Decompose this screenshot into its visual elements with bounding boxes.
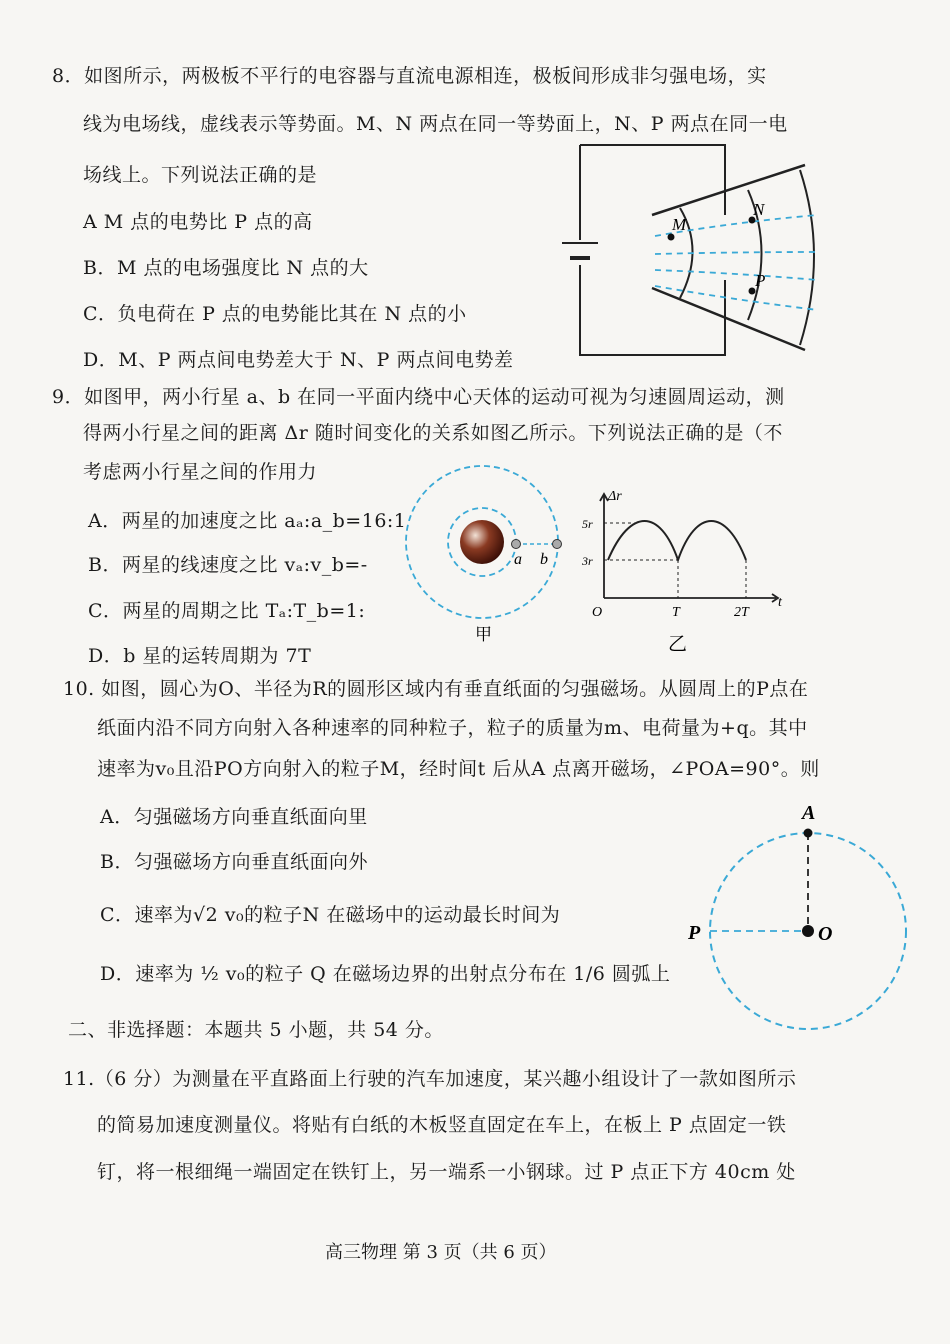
q10-stem-line-2: 纸面内沿不同方向射入各种速率的同种粒子，粒子的质量为m、电荷量为+q。其中 bbox=[97, 717, 808, 739]
q9-option-c: C．两星的周期之比 Tₐ:T_b=1: bbox=[88, 600, 366, 622]
q10-option-d: D．速率为 ½ v₀的粒子 Q 在磁场边界的出射点分布在 1/6 圆弧上 bbox=[100, 963, 671, 985]
q8-stem-line-2: 线为电场线，虚线表示等势面。M、N 两点在同一等势面上，N、P 两点在同一电 bbox=[83, 113, 788, 135]
circuit-wires bbox=[580, 145, 725, 355]
q8-stem-line-3: 场线上。下列说法正确的是 bbox=[83, 164, 318, 186]
label-p: P bbox=[755, 271, 766, 290]
axes bbox=[600, 494, 778, 602]
capacitor-plates bbox=[652, 165, 805, 350]
label-o: O bbox=[818, 923, 833, 945]
q10-stem-line-1: 10. 如图，圆心为O、半径为R的圆形区域内有垂直纸面的匀强磁场。从圆周上的P点在 bbox=[63, 678, 809, 700]
q8-option-d: D．M、P 两点间电势差大于 N、P 两点间电势差 bbox=[83, 349, 514, 371]
label-a: a bbox=[514, 551, 522, 568]
q10-option-b: B．匀强磁场方向垂直纸面向外 bbox=[100, 851, 368, 873]
label-a: A bbox=[802, 802, 816, 824]
q8-stem-line-1: 8．如图所示，两极板不平行的电容器与直流电源相连，极板间形成非匀强电场，实 bbox=[52, 65, 767, 87]
caption-jia: 甲 bbox=[475, 625, 492, 645]
caption-yi: 乙 bbox=[668, 633, 688, 655]
tick-3r: 3r bbox=[582, 554, 593, 568]
q9-figure-yi bbox=[580, 488, 790, 658]
q8-option-a: A M 点的电势比 P 点的高 bbox=[83, 211, 313, 233]
q9-option-a: A．两星的加速度之比 aₐ:a_b=16:1 bbox=[88, 510, 407, 532]
q10-option-c: C．速率为√2 v₀的粒子N 在磁场中的运动最长时间为 bbox=[100, 904, 561, 926]
q10-stem-line-3: 速率为v₀且沿PO方向射入的粒子M，经时间t 后从A 点离开磁场，∠POA=90°。则 bbox=[97, 758, 820, 780]
tick-2t: 2T bbox=[734, 605, 749, 620]
tick-t: T bbox=[672, 605, 680, 620]
tick-5r: 5r bbox=[582, 517, 593, 531]
central-body-icon bbox=[460, 520, 504, 564]
q10-option-a: A．匀强磁场方向垂直纸面向里 bbox=[100, 806, 368, 828]
q8-figure bbox=[560, 140, 830, 365]
origin-label: O bbox=[592, 605, 603, 620]
point-o bbox=[802, 925, 814, 937]
label-p: P bbox=[688, 922, 701, 944]
label-m: M bbox=[672, 215, 687, 234]
label-n: N bbox=[753, 200, 765, 219]
x-axis-label: t bbox=[778, 595, 782, 610]
point-a bbox=[804, 829, 813, 838]
q9-option-b: B．两星的线速度之比 vₐ:v_b=- bbox=[88, 554, 368, 576]
q9-figure-jia bbox=[400, 458, 580, 648]
q10-figure bbox=[680, 795, 920, 1025]
q9-stem-line-3: 考虑两小行星之间的作用力 bbox=[83, 461, 318, 483]
point-m bbox=[668, 234, 675, 241]
y-axis-label: Δr bbox=[608, 489, 622, 504]
q11-line-1: 11.（6 分）为测量在平直路面上行驶的汽车加速度，某兴趣小组设计了一款如图所示 bbox=[63, 1068, 797, 1090]
q9-stem-line-2: 得两小行星之间的距离 Δr 随时间变化的关系如图乙所示。下列说法正确的是（不 bbox=[83, 422, 783, 444]
delta-r-curve bbox=[608, 521, 746, 560]
planet-a-icon bbox=[512, 540, 521, 549]
q8-option-b: B．M 点的电场强度比 N 点的大 bbox=[83, 257, 369, 279]
section2-heading: 二、非选择题：本题共 5 小题，共 54 分。 bbox=[68, 1019, 444, 1041]
q8-option-c: C．负电荷在 P 点的电势能比其在 N 点的小 bbox=[83, 303, 467, 325]
label-b: b bbox=[540, 551, 548, 568]
page-footer: 高三物理 第 3 页（共 6 页） bbox=[325, 1242, 557, 1263]
q9-option-d: D．b 星的运转周期为 7T bbox=[88, 645, 312, 667]
planet-b-icon bbox=[553, 540, 562, 549]
q11-line-3: 钉，将一根细绳一端固定在铁钉上，另一端系一小钢球。过 P 点正下方 40cm 处 bbox=[97, 1161, 796, 1183]
battery-icon bbox=[562, 243, 598, 258]
guide-lines bbox=[604, 523, 746, 598]
equipotential-arcs bbox=[680, 170, 814, 345]
q11-line-2: 的简易加速度测量仪。将贴有白纸的木板竖直固定在车上，在板上 P 点固定一铁 bbox=[97, 1114, 787, 1136]
q9-stem-line-1: 9．如图甲，两小行星 a、b 在同一平面内绕中心天体的运动可视为匀速圆周运动，测 bbox=[52, 386, 785, 408]
